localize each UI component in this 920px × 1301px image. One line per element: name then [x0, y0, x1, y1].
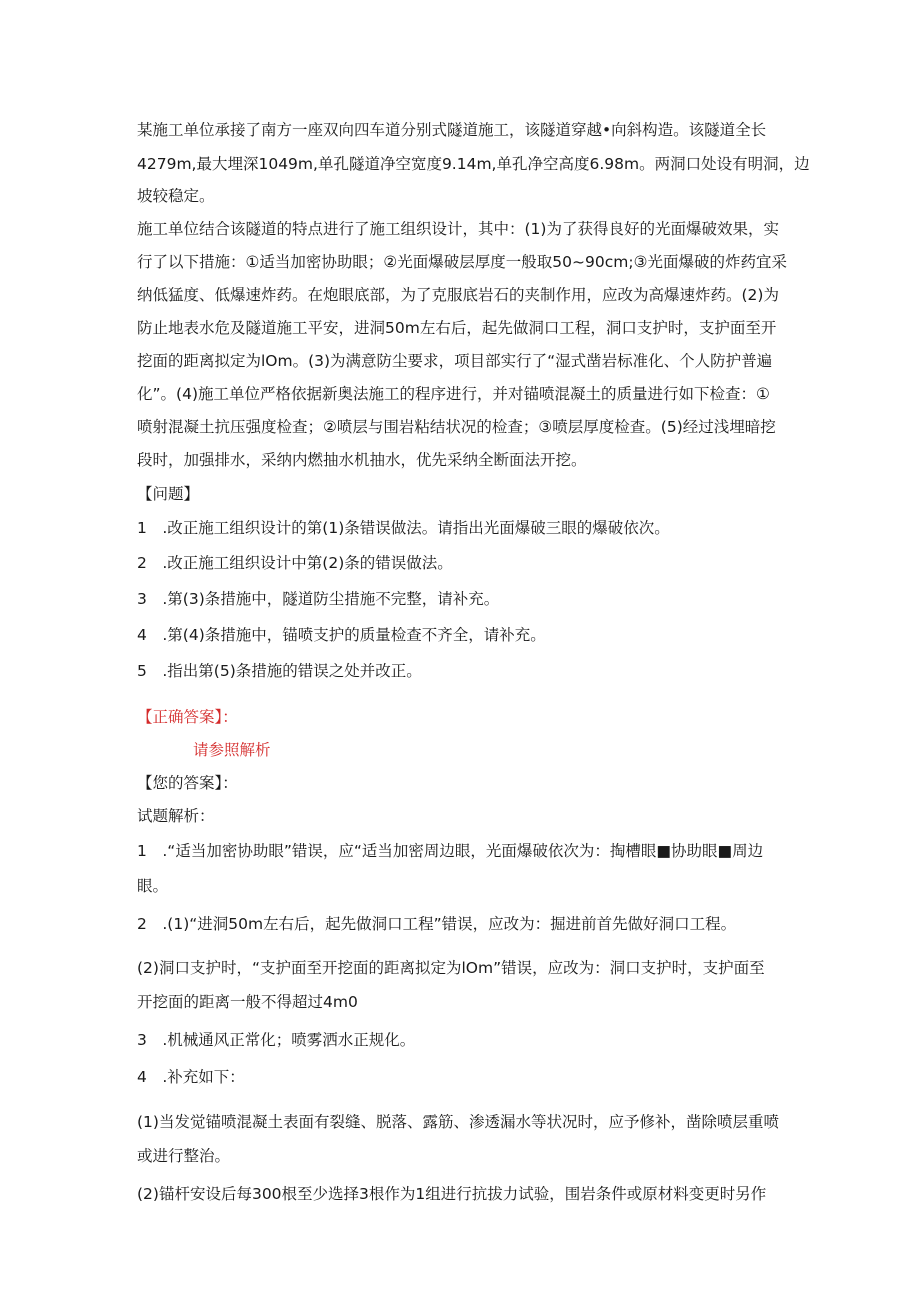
- intro-line-3: 坡较稳定。: [137, 187, 215, 205]
- your-answer-label: 【您的答案】：: [137, 774, 238, 792]
- analysis-line-8: (1)当发觉锚喷混凝土表面有裂缝、脱落、露筋、渗透漏水等状况时，应予修补，凿除喷层重喷: [137, 1113, 779, 1131]
- analysis-line-6: 3 .机械通风正常化；喷雾洒水正规化。: [137, 1031, 416, 1049]
- questions-heading: 【问题】: [137, 485, 200, 503]
- analysis-line-7: 4 .补充如下：: [137, 1068, 245, 1086]
- question-5: 5 .指出第(5)条措施的错误之处并改正。: [137, 662, 422, 680]
- intro-line-1: 某施工单位承接了南方一座双向四车道分别式隧道施工，该隧道穿越•向斜构造。该隧道全长: [137, 121, 767, 139]
- analysis-line-5: 开挖面的距离一般不得超过4m0: [137, 993, 358, 1011]
- analysis-line-9: 或进行整治。: [137, 1147, 231, 1165]
- correct-answer-value: 请参照解析: [193, 741, 271, 759]
- design-line-4: 防止地表水危及隧道施工平安，进洞50m左右后，起先做洞口工程，洞口支护时，支护面至开: [137, 319, 777, 337]
- analysis-line-3: 2 .(1)“进洞50m左右后，起先做洞口工程”错误，应改为：掘进前首先做好洞口工程。: [137, 915, 737, 933]
- question-1: 1 .改正施工组织设计的第(1)条错误做法。请指出光面爆破三眼的爆破依次。: [137, 519, 670, 537]
- design-line-1: 施工单位结合该隧道的特点进行了施工组织设计，其中：(1)为了获得良好的光面爆破效果，实: [137, 220, 779, 238]
- design-line-5: 挖面的距离拟定为lOm。(3)为满意防尘要求，项目部实行了“湿式凿岩标准化、个人防护普遍: [137, 352, 773, 370]
- design-line-7: 喷射混凝土抗压强度检查；②喷层与围岩粘结状况的检查；③喷层厚度检查。(5)经过浅埋暗挖: [137, 418, 776, 436]
- question-4: 4 .第(4)条措施中，锚喷支护的质量检查不齐全，请补充。: [137, 626, 546, 644]
- analysis-label: 试题解析：: [137, 807, 215, 825]
- analysis-line-1: 1 .“适当加密协助眼”错误，应“适当加密周边眼，光面爆破依次为：掏槽眼■协助眼■周边: [137, 842, 764, 860]
- question-3: 3 .第(3)条措施中，隧道防尘措施不完整，请补充。: [137, 590, 500, 608]
- question-2: 2 .改正施工组织设计中第(2)条的错误做法。: [137, 554, 453, 572]
- analysis-line-10: (2)锚杆安设后每300根至少选择3根作为1组进行抗拔力试验，围岩条件或原材料变更时另作: [137, 1185, 767, 1203]
- analysis-line-2: 眼。: [137, 877, 169, 895]
- design-line-8: 段时，加强排水，采纳内燃抽水机抽水，优先采纳全断面法开挖。: [137, 451, 587, 469]
- analysis-line-4: (2)洞口支护时，“支护面至开挖面的距离拟定为lOm”错误，应改为：洞口支护时，支护面至: [137, 959, 765, 977]
- design-line-2: 行了以下措施：①适当加密协助眼；②光面爆破层厚度一般取50~90cm;③光面爆破的炸药宜采: [137, 253, 787, 271]
- design-line-6: 化”。(4)施工单位严格依据新奥法施工的程序进行，并对锚喷混凝土的质量进行如下检查：①: [137, 385, 770, 403]
- design-line-3: 纳低猛度、低爆速炸药。在炮眼底部，为了克服底岩石的夹制作用，应改为高爆速炸药。(2)为: [137, 286, 779, 304]
- correct-answer-label: 【正确答案】：: [137, 708, 238, 726]
- intro-line-2: 4279m,最大埋深1049m,单孔隧道净空宽度9.14m,单孔净空高度6.98m。两洞口处设有明洞，边: [137, 155, 810, 173]
